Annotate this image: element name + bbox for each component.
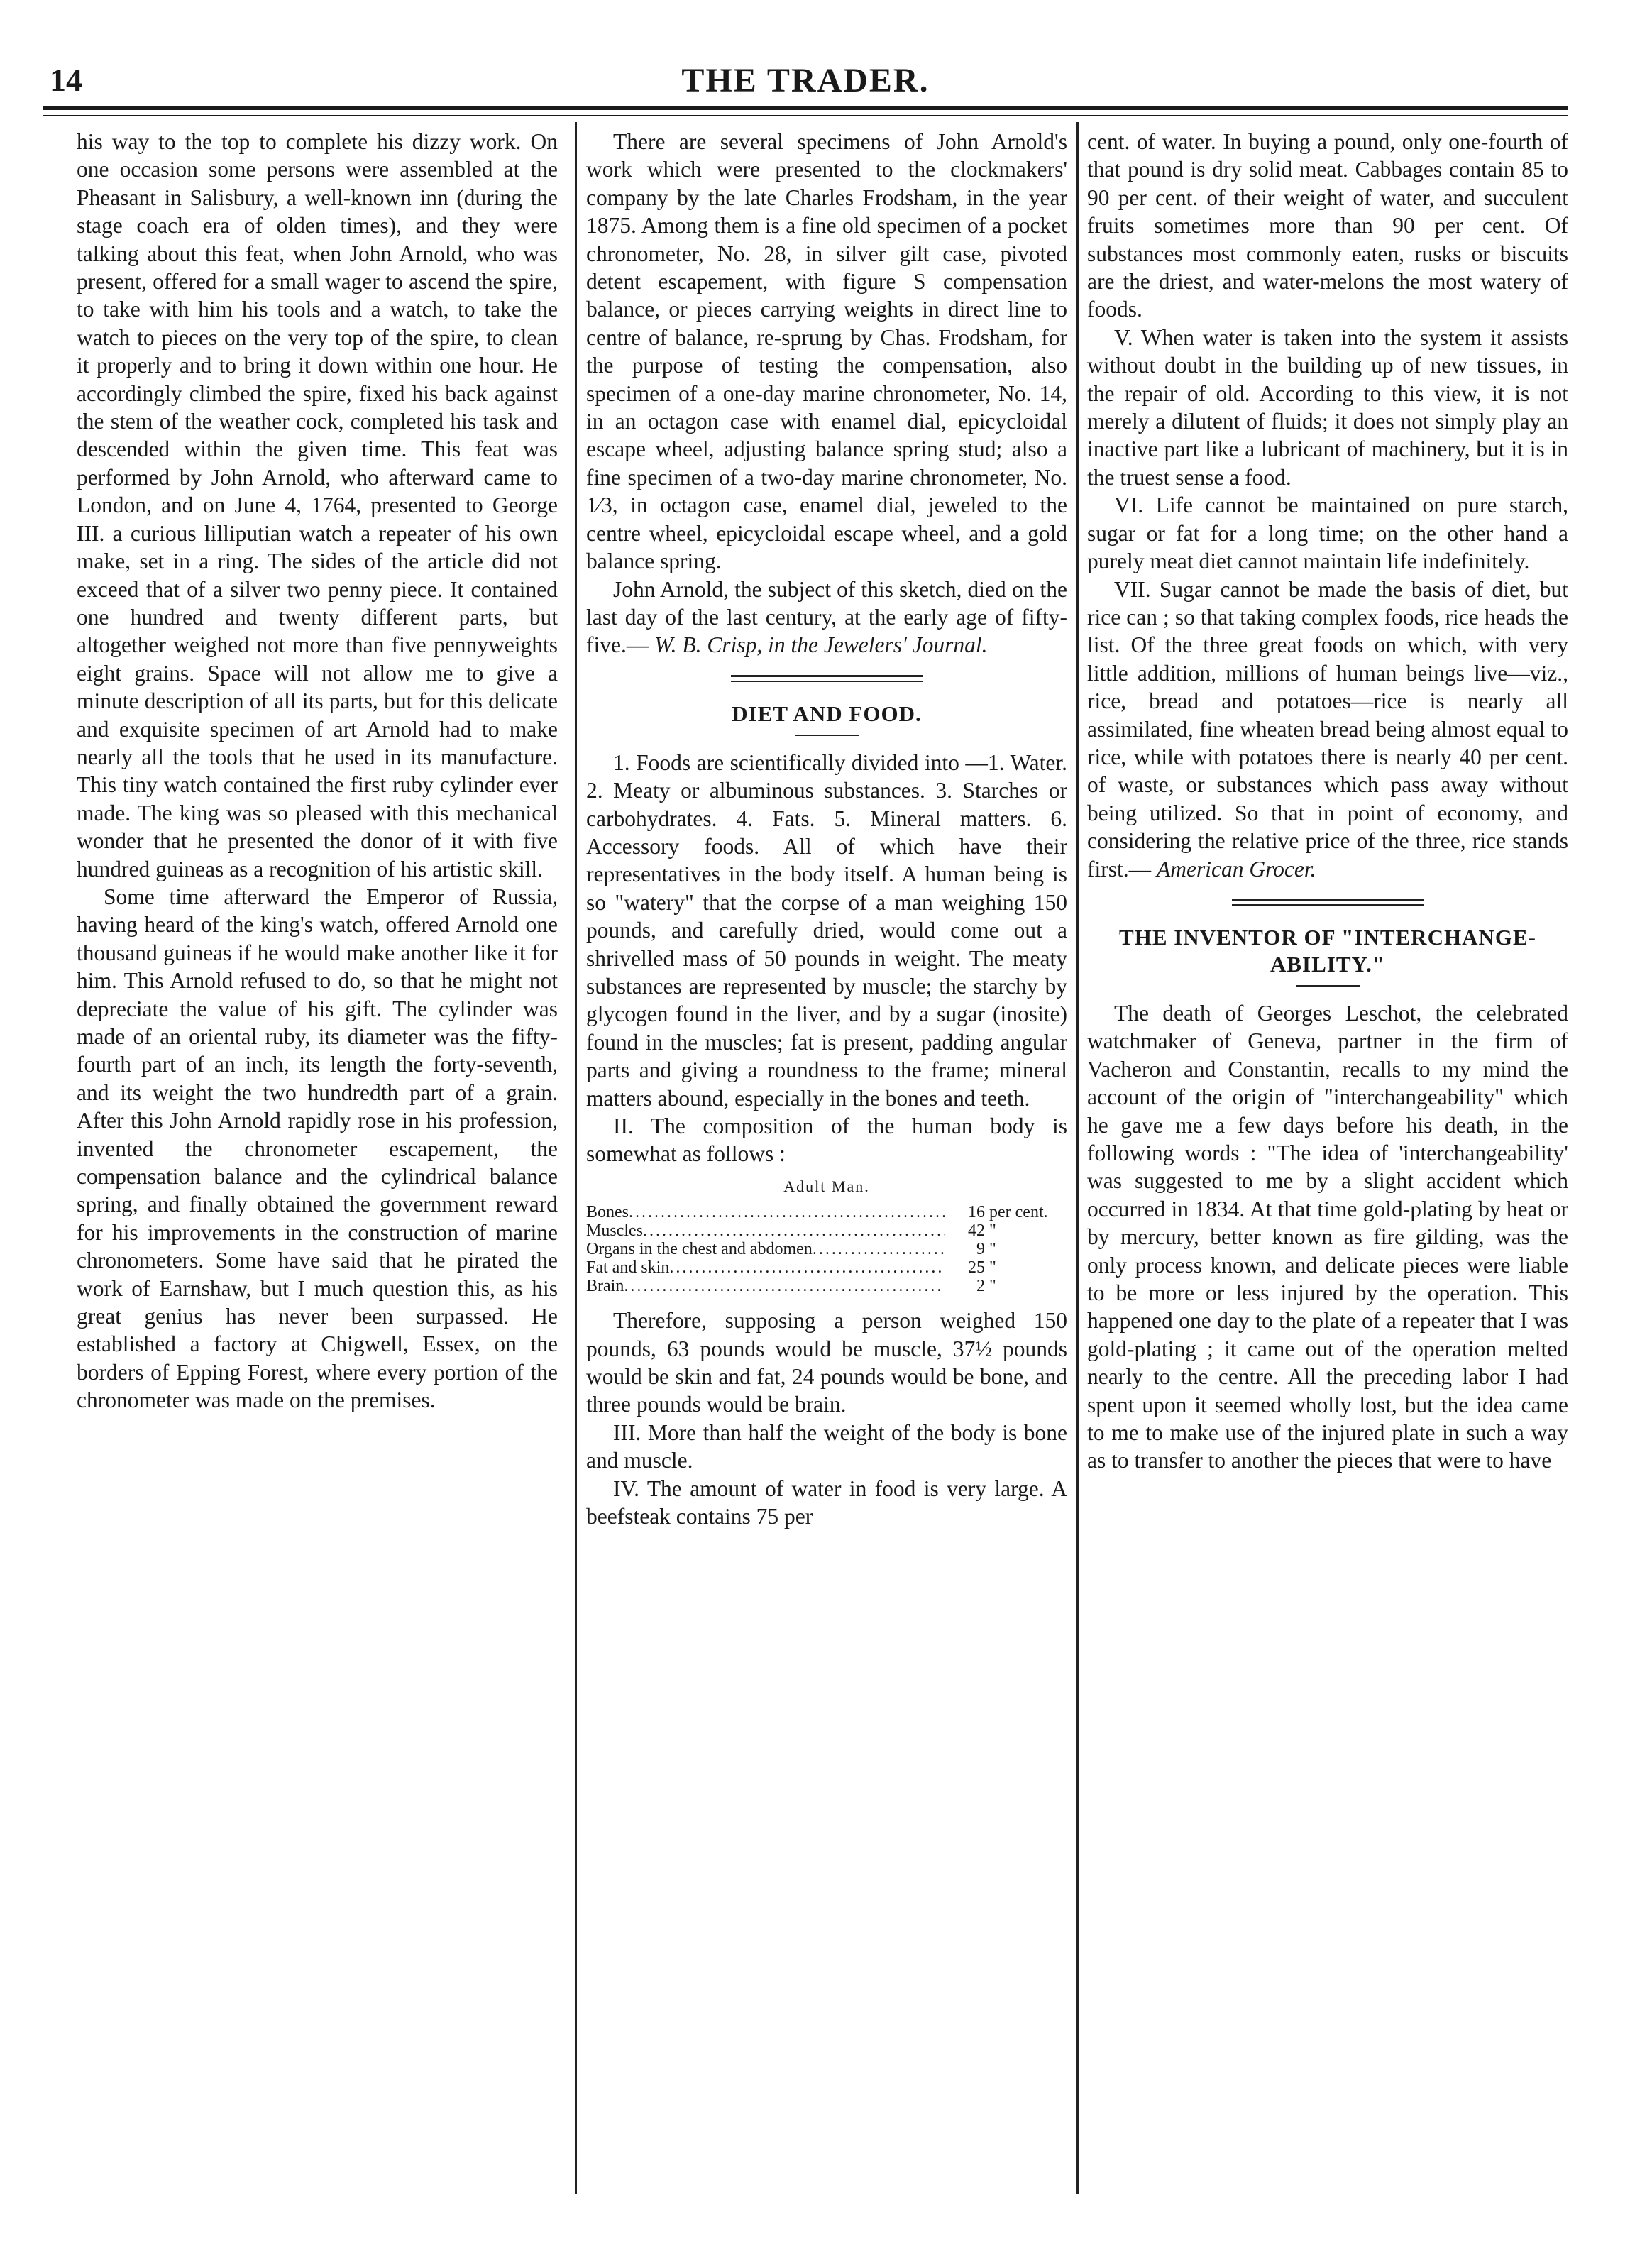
- leader-dots: [629, 1203, 945, 1221]
- byline: American Grocer.: [1157, 856, 1316, 881]
- table-row-label: Brain: [586, 1277, 624, 1296]
- paragraph: cent. of water. In buying a pound, only one-fourth of that pound is dry solid meat. Cabbages contain 85 to 90 per cent. of their weight of water, and succulent fruits sometimes more than 90 per cent. Of substances most commonly eaten, rusks or biscuits are the driest, and water-melons the most watery of foods.: [1087, 129, 1568, 322]
- paragraph: III. More than half the weight of the body is bone and muscle.: [586, 1419, 1067, 1473]
- paragraph: his way to the top to complete his dizzy work. On one occasion some persons were assembled at the Pheasant in Salisbury, a well-known inn (during the stage coach era of olden times), and they were talking about this feat, when John Arnold, who was present, offered for a small wager to ascend the spire, to take with him his tools and a watch, to take the watch to pieces on the very top of the spire, to clean it properly and to bring it down within one hour. He accordingly climbed the spire, fixed his back against the stem of the weather cock, completed his task and descended within the given time. This feat was performed by John Arnold, who afterward came to London, and on June 4, 1764, presented to George III. a curious lilliputian watch a repeater of his own make, set in a ring. The sides of the article did not exceed that of a silver two penny piece. It contained one hundred and twenty different parts, but altogether weighed not more than five pennyweights eight grains. Space will not allow me to give a minute description of all its parts, but for this delicate and exquisite specimen of art Arnold had to make nearly all the tools that he used in its manufacture. This tiny watch contained the first ruby cylinder ever made. The king was so pleased with this mechanical wonder that he presented the donor of it with five hundred guineas as a recognition of his artistic skill.: [77, 129, 558, 881]
- table-row-unit: ": [989, 1240, 996, 1259]
- column-1: [77, 128, 558, 1414]
- column-divider: [1076, 122, 1079, 2194]
- paragraph: Some time afterward the Emperor of Russia, having heard of the king's watch, offered Arnold one thousand guineas if he would make another like it for him. This Arnold refused to do, so that he might not depreciate the value of his gift. The cylinder was made of an oriental ruby, its diameter was the fifty-fourth part of an inch, its length the forty-seventh, and its weight the two hundredth part of a grain. After this John Arnold rapidly rose in his profession, invented the chronometer escapement, the compensation balance and the cylindrical balance spring, and finally obtained the government reward for his improvements in the construction of marine chronometers. Some have said that he pirated the work of Earnshaw, but I much question this, as his great genius has never been surpassed. He established a factory at Chigwell, Essex, on the borders of Epping Forest, where every portion of the chronometer was made on the premises.: [77, 884, 558, 1413]
- table-row-value: 2: [976, 1277, 985, 1296]
- table-row: [586, 1240, 1067, 1258]
- column-2: [586, 128, 1067, 1530]
- leader-dots: [643, 1221, 945, 1240]
- section-separator: [1232, 899, 1424, 906]
- paragraph: The death of Georges Leschot, the celebrated watchmaker of Geneva, partner in the firm of Vacheron and Constantin, recalls to my mind the account of the origin of "interchangeability" which he gave me a few days before his death, in the following words : "The idea of 'interchangeability' was suggested to me by a slight accident which occurred in 1834. At that time gold-plating by heat or by mercury, better known as fire gilding, was the only process known, and delicate pieces were liable to be more or less injured by the operation. This happened one day to the plate of a repeater that I was gold-plating ; it came out of the operation melted nearly to the centre. All the preceding labor I had spent upon it seemed wholly lost, but the idea came to me to make use of the injured plate in such a way as to transfer to another the pieces that were to have: [1087, 1000, 1568, 1473]
- paragraph-text: VII. Sugar cannot be made the basis of diet, but rice can ; so that taking complex foods, rice heads the list. Of the three great foods on which, with very little addition, millions of human beings live—viz., rice, bread and potatoes—rice is nearly all assimilated, fine wheaten bread being almost equal to rice, while with potatoes there is nearly 40 per cent. of waste, or substances which pass away without being utilized. So that in point of economy, and considering the relative price of the three, rice stands first.—: [1087, 576, 1568, 881]
- table-row-label: Organs in the chest and abdomen: [586, 1240, 813, 1259]
- table-row: [586, 1203, 1067, 1221]
- table-row-unit: ": [989, 1277, 996, 1296]
- paragraph: [586, 576, 1067, 659]
- header-rule-thick: [43, 106, 1568, 110]
- paragraph: VI. Life cannot be maintained on pure starch, sugar or fat for a long time; on the other hand a purely meat diet cannot maintain life indefinitely.: [1087, 493, 1568, 574]
- paragraph: There are several specimens of John Arnold's work which were presented to the clockmakers' company by the late Charles Frodsham, in the year 1875. Among them is a fine old specimen of a pocket chronometer, No. 28, in silver gilt case, pivoted detent escapement, with figure S compensation balance, or pieces carrying weights in direct line to centre of balance, re-sprung by Chas. Frodsham, for the purpose of testing the compensation, also specimen of a one-day marine chronometer, No. 14, in an octagon case with enamel dial, epicycloidal escape wheel, adjusting balance spring stud; also a fine specimen of a two-day marine chronometer, No. 1⁄3, in octagon case, enamel dial, jeweled to the centre wheel, epicycloidal escape wheel, and a gold balance spring.: [586, 129, 1067, 574]
- heading-rule: [795, 735, 859, 736]
- paragraph: II. The composition of the human body is somewhat as follows :: [586, 1114, 1067, 1167]
- composition-table: [586, 1203, 1067, 1295]
- page-header: [43, 61, 1568, 111]
- leader-dots: [624, 1277, 945, 1295]
- section-heading: THE INVENTOR OF "INTERCHANGE-ABILITY.": [1119, 924, 1536, 977]
- leader-dots: [669, 1258, 945, 1277]
- table-row-value: 25: [968, 1258, 985, 1278]
- column-3: [1087, 128, 1568, 1475]
- table-row-label: Bones: [586, 1203, 629, 1222]
- table-row-unit: ": [989, 1221, 996, 1241]
- section-separator: [731, 675, 923, 682]
- page-number: 14: [50, 62, 82, 98]
- paragraph-text: John Arnold, the subject of this sketch, died on the last day of the last century, at the early age of fifty-five.—: [586, 576, 1067, 658]
- heading-rule: [1296, 985, 1360, 987]
- table-row-unit: per cent.: [989, 1203, 1048, 1222]
- table-row-value: 42: [968, 1221, 985, 1241]
- paragraph: [1087, 576, 1568, 883]
- byline: W. B. Crisp, in the Jewelers' Journal.: [654, 632, 988, 658]
- table-row: [586, 1221, 1067, 1240]
- paragraph: Therefore, supposing a person weighed 150 pounds, 63 pounds would be muscle, 37½ pounds would be skin and fat, 24 pounds would be bone, and three pounds would be brain.: [586, 1308, 1067, 1417]
- column-divider: [575, 122, 577, 2194]
- paragraph: 1. Foods are scientifically divided into —1. Water. 2. Meaty or albuminous substances. 3. Starches or carbohydrates. 4. Fats. 5. Mineral matters. 6. Accessory foods. All of which have their representatives in the body itself. A human being is so "watery" that the corpse of a man weighing 150 pounds, and carefully dried, would come out a shrivelled mass of 50 pounds in weight. The meaty substances are represented by muscle; the starchy by glycogen found in the liver, and by a sugar (inosite) found in the muscles; fat is present, padding angular parts and giving a roundness to the frame; mineral matters abound, especially in the bones and teeth.: [586, 749, 1067, 1111]
- table-row-unit: ": [989, 1258, 996, 1278]
- table-row: [586, 1277, 1067, 1295]
- table-row: [586, 1258, 1067, 1277]
- section-heading: DIET AND FOOD.: [732, 701, 922, 726]
- paragraph: IV. The amount of water in food is very large. A beefsteak contains 75 per: [586, 1476, 1067, 1529]
- paragraph: V. When water is taken into the system it assists without doubt in the building up of new tissues, in the repair of old. According to this view, it is not merely a dilutent of fluids; it does not simply play an inactive part like a lubricant of machinery, but it is in the truest sense a food.: [1087, 324, 1568, 490]
- table-row-value: 9: [976, 1240, 985, 1259]
- header-rule-thin: [43, 115, 1568, 116]
- leader-dots: [813, 1240, 945, 1258]
- table-row-label: Fat and skin: [586, 1258, 670, 1278]
- table-row-label: Muscles: [586, 1221, 643, 1241]
- table-row-value: 16: [968, 1203, 985, 1222]
- masthead: THE TRADER.: [681, 62, 930, 99]
- table-title: Adult Man.: [783, 1177, 870, 1195]
